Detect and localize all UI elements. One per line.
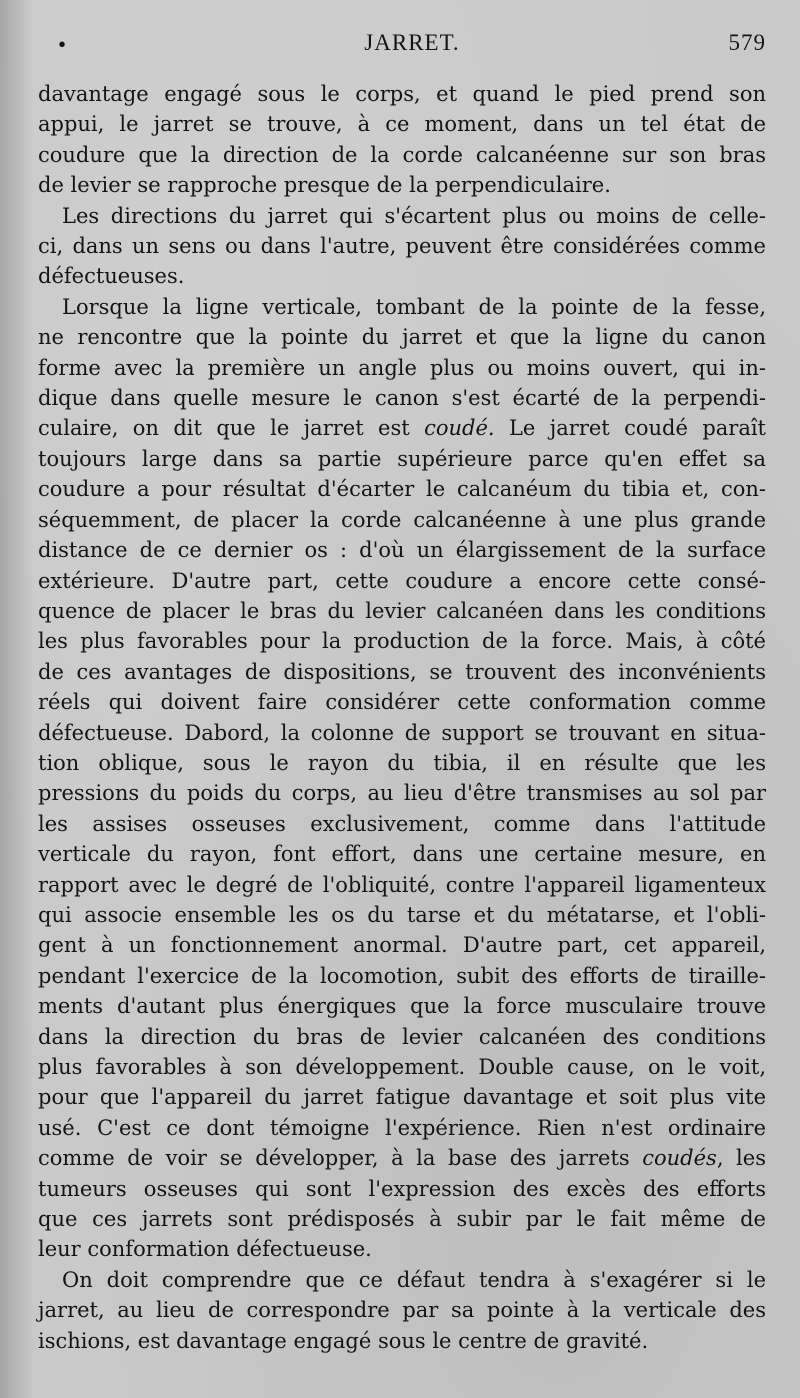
body-text — [38, 79, 766, 1356]
text-line: défectueuse. Dabord, la colonne de support se trouvant en situa- — [38, 720, 766, 745]
text-line: ne rencontre que la pointe du jarret et que la ligne du canon — [38, 325, 766, 350]
text-segment: comme de voir se développer, à la base des jarrets — [38, 1146, 643, 1171]
text-line-with-italic — [38, 413, 766, 443]
text-line: coudure a pour résultat d'écarter le calcanéum du tibia et, con- — [38, 477, 766, 502]
text-line: Les directions du jarret qui s'écartent plus ou moins de celle- — [62, 203, 766, 228]
text-line-with-italic — [38, 1143, 766, 1173]
page-number: 579 — [728, 30, 766, 55]
text-line: pendant l'exercice de la locomotion, subit des efforts de tiraille- — [38, 963, 766, 988]
text-line: que ces jarrets sont prédisposés à subir par le fait même de — [38, 1207, 766, 1232]
text-line: forme avec la première un angle plus ou moins ouvert, qui in- — [38, 355, 766, 380]
text-line: rapport avec le degré de l'obliquité, contre l'appareil ligamenteux — [38, 872, 766, 897]
text-line: tion oblique, sous le rayon du tibia, il en résulte que les — [38, 750, 766, 775]
text-line: coudure que la direction de la corde calcanéenne sur son bras — [38, 142, 766, 167]
italic-term: coudés — [642, 1146, 717, 1171]
text-line: jarret, au lieu de correspondre par sa pointe à la verticale des — [38, 1298, 766, 1323]
text-line: Lorsque la ligne verticale, tombant de la pointe de la fesse, — [62, 294, 766, 319]
text-line: ischions, est davantage engagé sous le centre de gravité. — [38, 1328, 649, 1353]
text-line: défectueuses. — [38, 264, 185, 289]
paragraph-3 — [38, 292, 766, 1265]
text-line: extérieure. D'autre part, cette coudure a encore cette consé- — [38, 568, 766, 593]
text-line: de ces avantages de dispositions, se trouvent des inconvénients — [38, 659, 766, 684]
text-segment: Le jarret coudé paraît — [494, 416, 766, 441]
text-line: les assises osseuses exclusivement, comme dans l'attitude — [38, 811, 766, 836]
text-line: distance de ce dernier os : d'où un élargissement de la surface — [38, 538, 766, 563]
text-line: appui, le jarret se trouve, à ce moment, dans un tel état de — [38, 112, 766, 137]
paragraph-2 — [38, 201, 766, 292]
text-line: réels qui doivent faire considérer cette conformation comme — [38, 690, 766, 715]
paragraph-4 — [38, 1265, 766, 1356]
text-line: verticale du rayon, font effort, dans une certaine mesure, en — [38, 842, 766, 867]
text-line: plus favorables à son développement. Double cause, on le voit, — [38, 1055, 766, 1079]
text-line: de levier se rapproche presque de la perpendiculaire. — [38, 173, 611, 198]
text-line: On doit comprendre que ce défaut tendra à s'exagérer si le — [62, 1267, 766, 1292]
text-line: qui associe ensemble les os du tarse et du métatarse, et l'obli- — [38, 902, 766, 927]
text-line: toujours large dans sa partie supérieure parce qu'en effet sa — [38, 446, 766, 471]
text-line: leur conformation défectueuse. — [38, 1237, 372, 1262]
paragraph-1 — [38, 79, 766, 201]
text-segment: , les — [716, 1146, 766, 1171]
text-line: séquemment, de placer la corde calcanéenne à une plus grande — [38, 507, 766, 532]
text-line: usé. C'est ce dont témoigne l'expérience. Rien n'est ordinaire — [38, 1115, 766, 1140]
text-line: ments d'autant plus énergiques que la force musculaire trouve — [38, 994, 766, 1019]
text-line: dans la direction du bras de levier calcanéen des conditions — [38, 1024, 766, 1049]
text-line: pour que l'appareil du jarret fatigue davantage et soit plus vite — [38, 1085, 766, 1110]
text-line: gent à un fonctionnement anormal. D'autre part, cet appareil, — [38, 933, 766, 958]
italic-term: coudé. — [424, 416, 495, 441]
text-line: les plus favorables pour la production de la force. Mais, à côté — [38, 629, 766, 654]
running-title: JARRET. — [364, 30, 460, 55]
text-segment: culaire, on dit que le jarret est — [38, 416, 425, 441]
text-line: quence de placer le bras du levier calcanéen dans les conditions — [38, 598, 766, 623]
text-line: dique dans quelle mesure le canon s'est écarté de la perpendi- — [38, 386, 766, 411]
text-line: davantage engagé sous le corps, et quand le pied prend son — [38, 82, 766, 106]
header-marker: • — [58, 32, 68, 57]
text-line: tumeurs osseuses qui sont l'expression des excès des efforts — [38, 1176, 766, 1201]
text-line: ci, dans un sens ou dans l'autre, peuvent être considérées comme — [38, 234, 766, 259]
running-header — [58, 30, 766, 60]
text-line: pressions du poids du corps, au lieu d'être transmises au sol par — [38, 781, 766, 806]
